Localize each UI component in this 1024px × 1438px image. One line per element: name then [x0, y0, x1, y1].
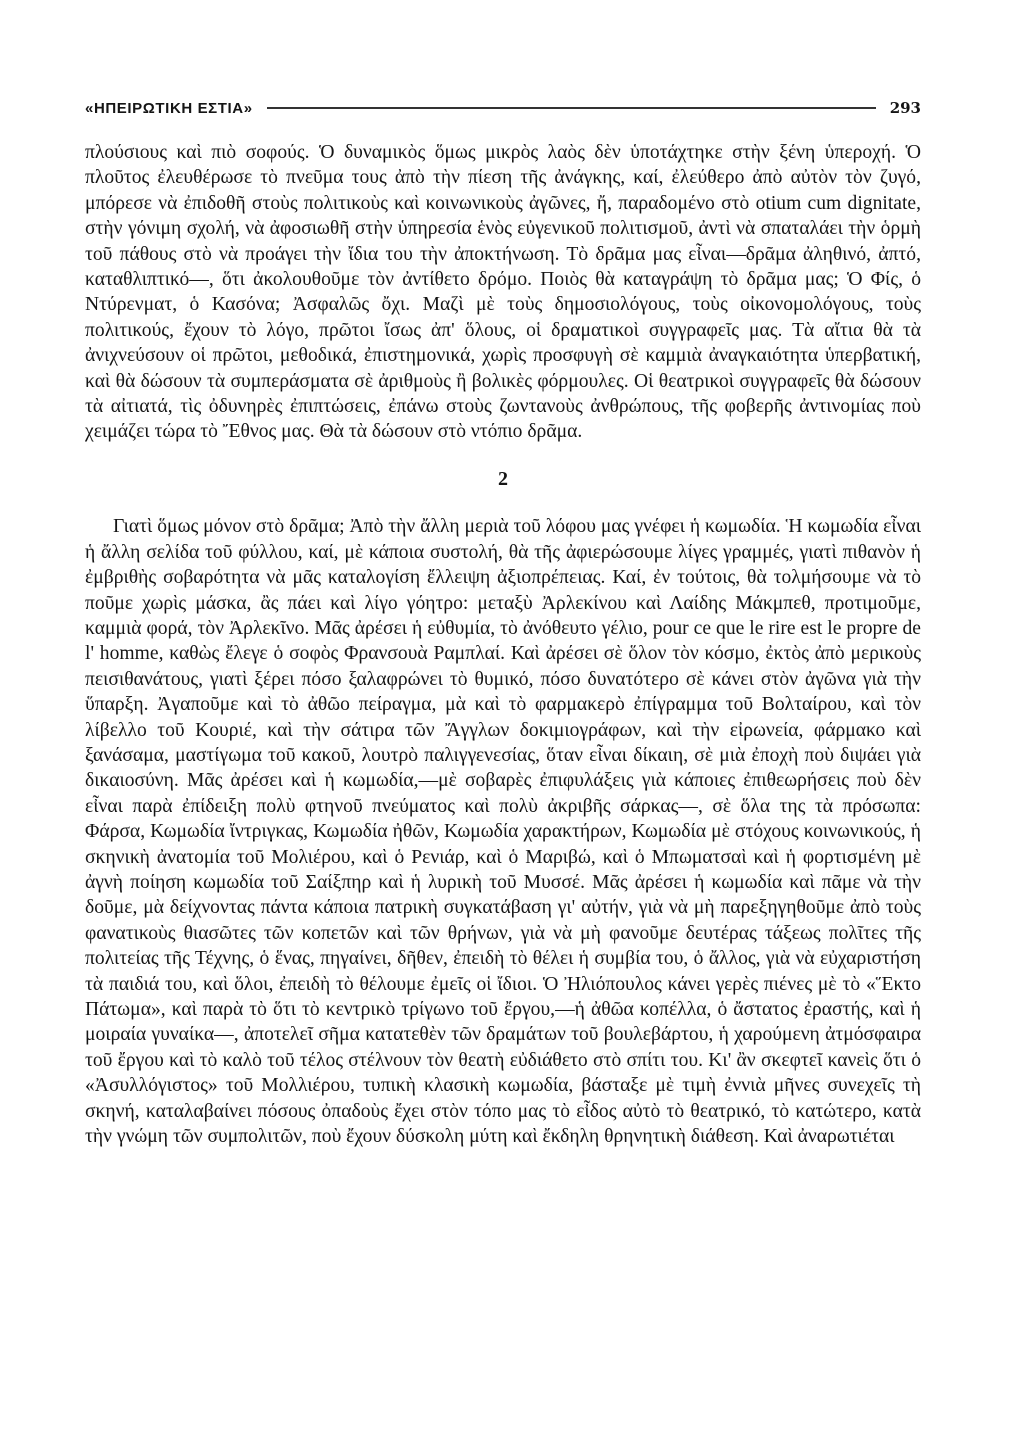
body-text	[85, 140, 921, 1149]
header-rule	[267, 107, 876, 109]
page-number: 293	[889, 99, 921, 117]
section-number: 2	[498, 467, 508, 490]
paragraph: Γιατὶ ὅμως μόνον στὸ δρᾶμα; Ἀπὸ τὴν ἄλλη μεριὰ τοῦ λόφου μας γνέφει ἡ κωμωδία. Ἡ κωμωδία εἶναι ἡ ἄλλη σελίδα τοῦ φύλλου, καί, μὲ κάποια συστολή, θὰ τῆς ἀφιερώσουμε λίγες γραμμές, γιατὶ πιθανὸν ἡ ἐμβριθὴς σοβαρότητα νὰ μᾶς καταλογίση ἔλλειψη ἀξιοπρέπειας. Καί, ἐν τούτοις, θὰ τολμήσουμε νὰ τὸ ποῦμε χωρὶς μάσκα, ἂς πάει καὶ λίγο γόητρο: μεταξὺ Ἀρλεκίνου καὶ Λαίδης Μάκμπεθ, προτιμοῦμε, καμμιὰ φορά, τὸν Ἀρλεκῖνο. Μᾶς ἀρέσει ἡ εὐθυμία, τὸ ἀνόθευτο γέλιο, pour ce que le rire est le propre de l' homme, καθὼς ἔλεγε ὁ σοφὸς Φρανσουὰ Ραμπλαί. Καὶ ἀρέσει σὲ ὅλον τὸν κόσμο, ἐκτὸς ἀπὸ μερικοὺς πεισιθανάτους, γιατὶ ξέρει πόσο ξαλαφρώνει τὸ θυμικό, πόσο δυνατότερο σὲ κάνει στὸν ἀγῶνα γιὰ τὴν ὕπαρξη. Ἀγαποῦμε καὶ τὸ ἀθῶο πείραγμα, μὰ καὶ τὸ φαρμακερὸ ἐπίγραμμα τοῦ Βολταίρου, καὶ τὸν λίβελλο τοῦ Κουριέ, καὶ τὴν σάτιρα τῶν Ἄγγλων δοκιμιογράφων, καὶ τὴν εἰρωνεία, φάρμακο καὶ ξανάσαμα, μαστίγωμα τοῦ κακοῦ, λουτρὸ παλιγγενεσίας, ὅταν εἶναι δίκαιη, σὲ μιὰ ἐποχὴ ποὺ διψάει γιὰ δικαιοσύνη. Μᾶς ἀρέσει καὶ ἡ κωμωδία,—μὲ σοβαρὲς ἐπιφυλάξεις γιὰ κάποιες ἐπιθεωρήσεις ποὺ δὲν εἶναι παρὰ ἐπίδειξη πολὺ φτηνοῦ πνεύματος καὶ πολὺ ἀκριβῆς σάρκας—, σὲ ὅλα της τὰ πρόσωπα: Φάρσα, Κωμωδία ἴντριγκας, Κωμωδία ἠθῶν, Κωμωδία χαρακτήρων, Κωμωδία μὲ στόχους κοινωνικούς, ἡ σκηνικὴ ἀνατομία τοῦ Μολιέρου, καὶ ὁ Ρενιάρ, καὶ ὁ Μαριβώ, καὶ ὁ Μπωματσαὶ καὶ ἡ φορτισμένη μὲ ἀγνὴ ποίηση κωμωδία τοῦ Σαίξπηρ καὶ ἡ λυρικὴ τοῦ Μυσσέ. Μᾶς ἀρέσει ἡ κωμωδία καὶ πᾶμε νὰ τὴν δοῦμε, μὰ δείχνοντας πάντα κάποια πατρικὴ συγκατάβαση γι' αὐτήν, γιὰ νὰ μὴ παρεξηγηθοῦμε ἀπὸ τοὺς φανατικοὺς θιασῶτες τῶν κοπετῶν καὶ τῶν θρήνων, γιὰ νὰ μὴ φανοῦμε δευτέρας τάξεως πολῖτες τῆς πολιτείας τῆς Τέχνης, ὁ ἕνας, πηγαίνει, δῆθεν, ἐπειδὴ τὸ θέλει ἡ συμβία του, ὁ ἄλλος, γιὰ νὰ εὐχαριστήση τὰ παιδιά του, καὶ ὅλοι, ἐπειδὴ τὸ θέλουμε ἐμεῖς οἱ ἴδιοι. Ὁ Ἠλιόπουλος κάνει γερὲς πιένες μὲ τὸ «Ἕκτο Πάτωμα», καὶ παρὰ τὸ ὅτι τὸ κεντρικὸ τρίγωνο τοῦ ἔργου,—ἡ ἀθῶα κοπέλλα, ὁ ἄστατος ἐραστής, καὶ ἡ μοιραία γυναίκα—, ἀποτελεῖ σῆμα κατατεθὲν τῶν δραμάτων τοῦ βουλεβάρτου, ἡ χαρούμενη ἀτμόσφαιρα τοῦ ἔργου καὶ τὸ καλὸ τοῦ τέλος στέλνουν τὸν θεατὴ εὐδιάθετο στὸ σπίτι του. Κι' ἂν σκεφτεῖ κανεὶς ὅτι ὁ «Ἀσυλλόγιστος» τοῦ Μολλιέρου, τυπικὴ κλασικὴ κωμωδία, βάσταξε μὲ τιμὴ ἐννιὰ μῆνες συνεχεῖς τὴ σκηνή, καταλαβαίνει πόσους ὀπαδοὺς ἔχει στὸν τόπο μας τὸ εἶδος αὐτὸ τὸ θεατρικό, τὸ κατώτερο, κατὰ τὴν γνώμη τῶν συμπολιτῶν, ποὺ ἔχουν δύσκολη μύτη καὶ ἔκδηλη θρηνητικὴ διάθεση. Καὶ ἀναρωτιέται	[85, 516, 921, 1148]
running-header	[85, 96, 921, 120]
journal-title: «ΗΠΕΙΡΩΤΙΚΗ ΕΣΤΙΑ»	[85, 99, 253, 117]
paragraph: πλούσιους καὶ πιὸ σοφούς. Ὁ δυναμικὸς ὅμως μικρὸς λαὸς δὲν ὑποτάχτηκε στὴν ξένη ὑπεροχή. Ὁ πλοῦτος ἐλευθέρωσε τὸ πνεῦμα τους ἀπὸ τὴν πίεση τῆς ἀνάγκης, καί, ἐλεύθερο ἀπὸ αὐτὸν τὸν ζυγό, μπόρεσε νὰ ἐπιδοθῆ στοὺς πολιτικοὺς καὶ κοινωνικοὺς ἀγῶνες, ἤ, παραδομένο στὸ otium cum dignitate, στὴν γόνιμη σχολή, νὰ ἀφοσιωθῆ στὴν ὑπηρεσία ἑνὸς εὐγενικοῦ πολιτισμοῦ, ἀντὶ νὰ σπαταλάει τὴν ὁρμὴ τοῦ πάθους στὸ νὰ προάγει τὴν ἴδια του τὴν ἀποκτήνωση. Τὸ δρᾶμα μας εἶναι—δρᾶμα ἀληθινό, ἀπτό, καταθλιπτικό—, ὅτι ἀκολουθοῦμε τὸν ἀντίθετο δρόμο. Ποιὸς θὰ καταγράψη τὸ δρᾶμα μας; Ὁ Φίς, ὁ Ντύρενματ, ὁ Κασόνα; Ἀσφαλῶς ὄχι. Μαζὶ μὲ τοὺς δημοσιολόγους, τοὺς οἰκονομολόγους, τοὺς πολιτικούς, ἔχουν τὸ λόγο, πρῶτοι ἴσως ἀπ' ὅλους, οἱ δραματικοὶ συγγραφεῖς μας. Τὰ αἴτια θὰ τὰ ἀνιχνεύσουν οἱ πρῶτοι, μεθοδικά, ἐπιστημονικά, χωρὶς προσφυγὴ σὲ καμμιὰ ἀναγκαιότητα ὑπερβατική, καὶ θὰ δώσουν τὰ συμπεράσματα σὲ ἀριθμοὺς ἢ βολικὲς φόρμουλες. Οἱ θεατρικοὶ συγγραφεῖς θὰ δώσουν τὰ αἰτιατά, τὶς ὀδυνηρὲς ἐπιπτώσεις, ἐπάνω στοὺς ζωντανοὺς ἀνθρώπους, τῆς φοβερῆς ἀντινομίας ποὺ χειμάζει τώρα τὸ Ἔθνος μας. Θὰ τὰ δώσουν στὸ ντόπιο δρᾶμα.	[85, 142, 921, 443]
